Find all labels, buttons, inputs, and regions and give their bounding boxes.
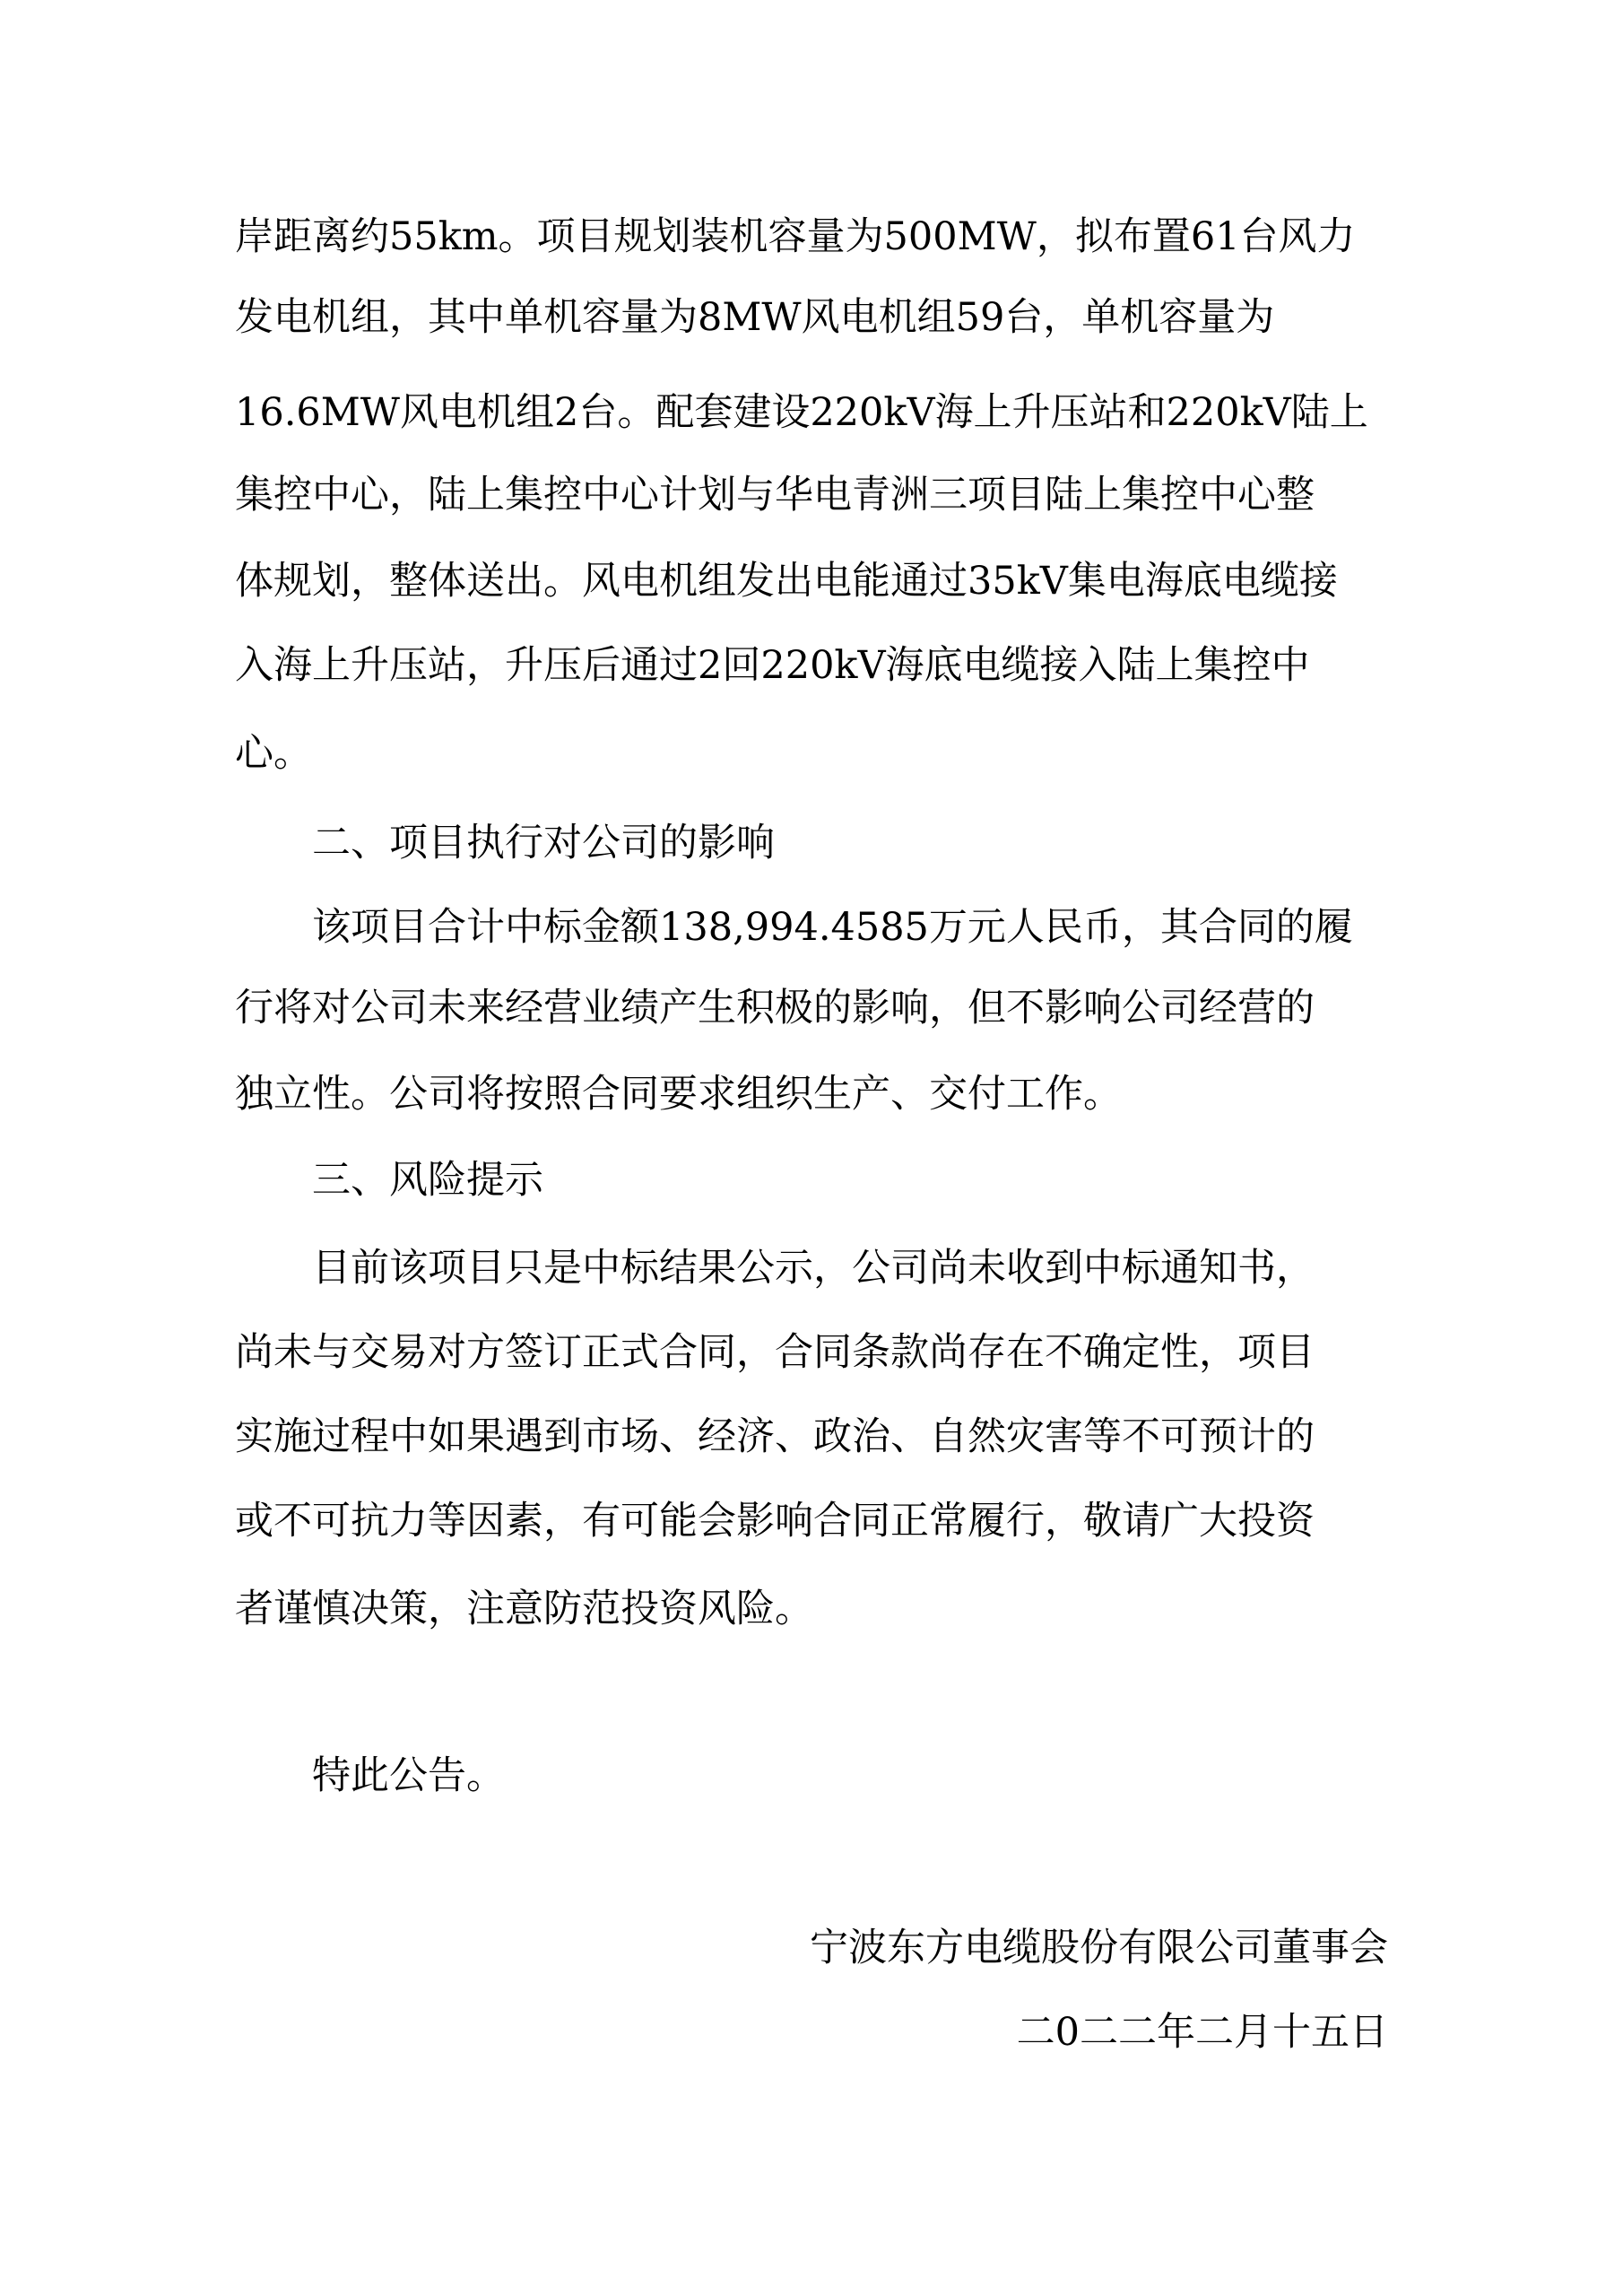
body-line: 集控中心，陆上集控中心计划与华电青洲三项目陆上集控中心整 xyxy=(235,473,1315,517)
closing-line: 特此公告。 xyxy=(312,1753,505,1798)
body-line: 心。 xyxy=(235,731,312,776)
body-line: 者谨慎决策，注意防范投资风险。 xyxy=(235,1587,813,1631)
body-line: 发电机组，其中单机容量为8MW风电机组59台，单机容量为 xyxy=(235,295,1275,340)
section-heading: 三、风险提示 xyxy=(312,1158,543,1203)
date: 二0二二年二月十五日 xyxy=(1016,2010,1388,2055)
section-heading: 二、项目执行对公司的影响 xyxy=(312,821,775,865)
body-line: 独立性。公司将按照合同要求组织生产、交付工作。 xyxy=(235,1072,1122,1117)
body-line: 16.6MW风电机组2台。配套建设220kV海上升压站和220kV陆上 xyxy=(235,390,1368,435)
body-line: 入海上升压站，升压后通过2回220kV海底电缆接入陆上集控中 xyxy=(235,643,1310,688)
body-line: 尚未与交易对方签订正式合同，合同条款尚存在不确定性，项目 xyxy=(235,1330,1315,1375)
body-line: 目前该项目只是中标结果公示，公司尚未收到中标通知书， xyxy=(312,1246,1315,1291)
signature: 宁波东方电缆股份有限公司董事会 xyxy=(810,1926,1388,1970)
body-line: 实施过程中如果遇到市场、经济、政治、自然灾害等不可预计的 xyxy=(235,1414,1315,1459)
body-line: 该项目合计中标金额138,994.4585万元人民币，其合同的履 xyxy=(312,905,1353,950)
body-line: 体规划，整体送出。风电机组发出电能通过35kV集电海底电缆接 xyxy=(235,559,1338,604)
body-line: 岸距离约55km。项目规划装机容量为500MW，拟布置61台风力 xyxy=(235,214,1356,259)
body-line: 或不可抗力等因素，有可能会影响合同正常履行，敬请广大投资 xyxy=(235,1499,1315,1544)
body-line: 行将对公司未来经营业绩产生积极的影响，但不影响公司经营的 xyxy=(235,986,1315,1031)
